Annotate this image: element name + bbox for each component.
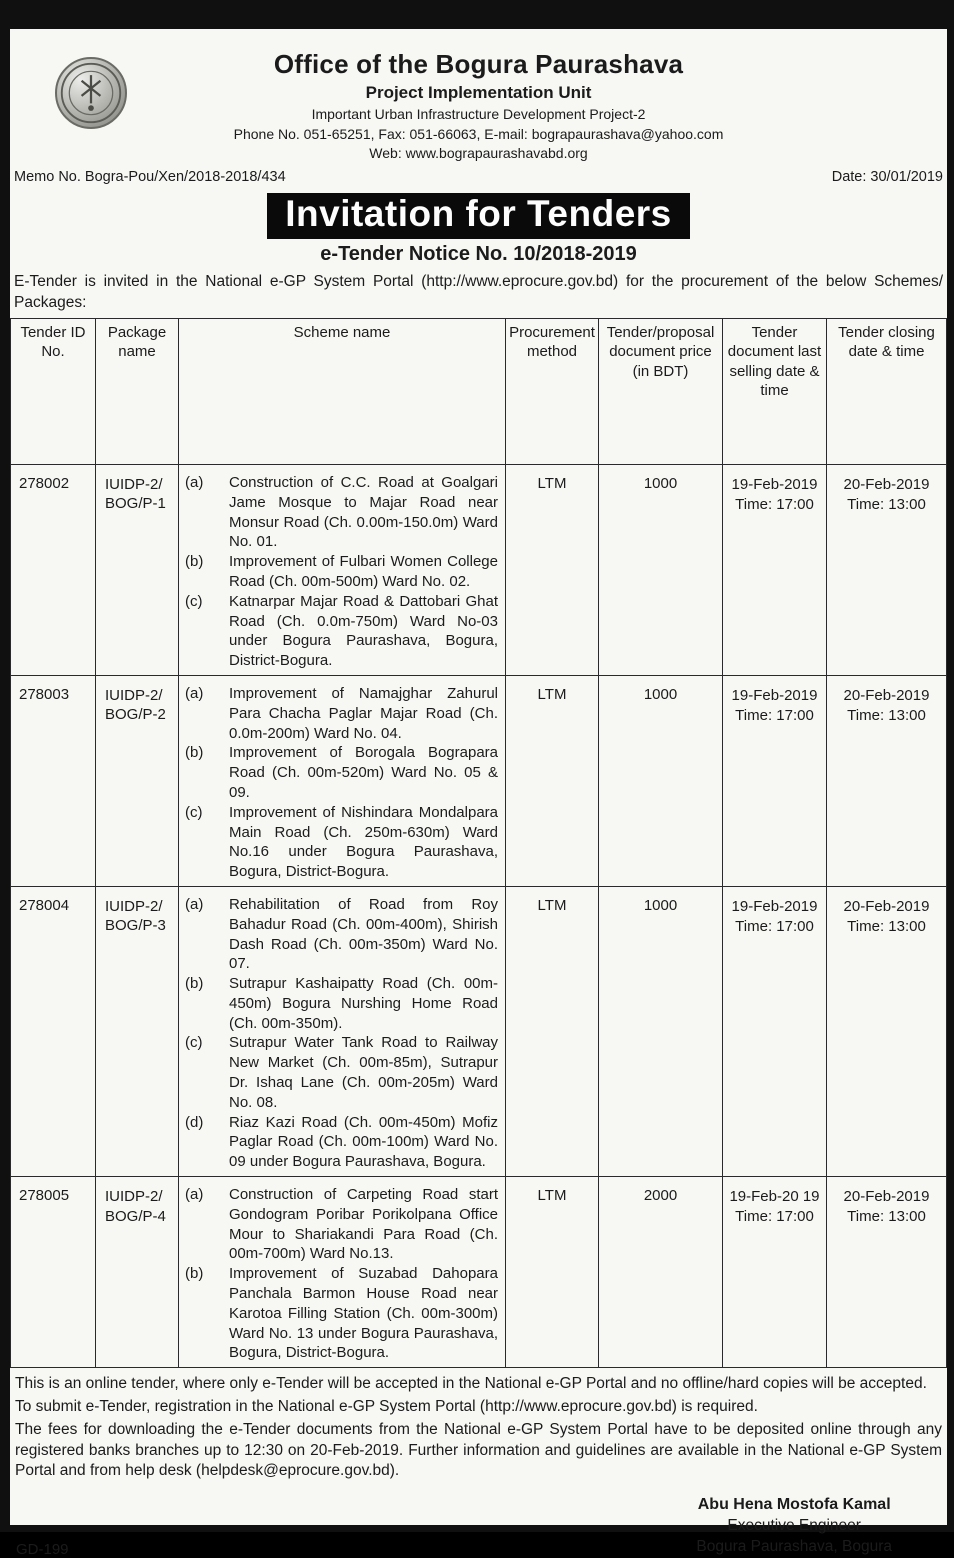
col-header-package: Package name <box>96 319 179 465</box>
notice-number: e-Tender Notice No. 10/2018-2019 <box>320 243 637 266</box>
scheme-item-text: Improvement of Fulbari Women College Road (Ch. 00m-500m) Ward No. 02. <box>229 553 498 590</box>
col-header-selling: Tender document last selling date & time <box>723 319 827 465</box>
scheme-item-label: (a) <box>185 1186 204 1204</box>
package-line: BOG/P-1 <box>105 495 166 513</box>
package-cell <box>96 464 179 675</box>
package-cell <box>96 1177 179 1368</box>
package-line: IUIDP-2/ <box>105 475 163 493</box>
selling-time: Time: 17:00 <box>735 918 814 936</box>
paurashava-seal-logo <box>55 57 127 129</box>
scheme-cell <box>179 675 506 886</box>
office-title: Office of the Bogura Paurashava <box>273 49 684 79</box>
price-cell: 1000 <box>599 464 723 675</box>
scheme-item <box>185 1113 498 1172</box>
scheme-cell <box>179 1177 506 1368</box>
selling-time: Time: 17:00 <box>735 707 814 725</box>
selling-cell <box>723 464 827 675</box>
scheme-item <box>185 592 498 671</box>
selling-date: 19-Feb-2019 <box>731 686 818 704</box>
closing-cell <box>827 1177 947 1368</box>
selling-cell <box>723 1177 827 1368</box>
price-cell: 2000 <box>599 1177 723 1368</box>
method-cell: LTM <box>506 886 599 1176</box>
col-header-price: Tender/proposal document price (in BDT) <box>599 319 723 465</box>
closing-cell <box>827 464 947 675</box>
col-header-scheme: Scheme name <box>179 319 506 465</box>
package-line: BOG/P-2 <box>105 706 166 724</box>
signatory-title: Executive Engineer <box>727 1516 861 1534</box>
scheme-item-label: (b) <box>185 975 204 993</box>
document-header <box>10 49 947 162</box>
closing-date: 20-Feb-2019 <box>843 475 930 493</box>
web-line: Web: www.bograpaurashavabd.org <box>369 144 588 161</box>
table-row <box>11 675 947 886</box>
scheme-item-label: (c) <box>185 592 203 610</box>
scheme-item-text: Construction of Carpeting Road start Gondogram Poribar Porikolpana Office Mour to Shariakandi Para Road (Ch. 00m-700m) Ward No.13. <box>229 1186 498 1263</box>
package-cell <box>96 675 179 886</box>
package-line: IUIDP-2/ <box>105 686 163 704</box>
scheme-item-text: Improvement of Borogala Bograpara Road (Ch. 00m-520m) Ward No. 05 & 09. <box>229 744 498 801</box>
memo-row <box>10 169 947 185</box>
invitation-banner: Invitation for Tenders <box>267 193 690 240</box>
tender-table <box>10 318 947 1368</box>
note-fees: The fees for downloading the e-Tender documents from the National e-GP System Portal have to be deposited online through any registered banks branches up to 12:30 on 20-Feb-2019. Further information and guidelines are available in the National e-GP System Portal and from help desk (helpdesk@eprocure.gov.bd). <box>15 1420 942 1480</box>
tender-id-cell: 278003 <box>11 675 96 886</box>
closing-date: 20-Feb-2019 <box>843 686 930 704</box>
tender-id-cell: 278004 <box>11 886 96 1176</box>
scheme-item <box>185 1264 498 1363</box>
document-date: Date: 30/01/2019 <box>831 168 943 185</box>
banner-wrap <box>10 193 947 240</box>
scheme-cell <box>179 464 506 675</box>
table-header <box>11 319 947 465</box>
scheme-item-text: Rehabilitation of Road from Roy Bahadur Road (Ch. 00m-400m), Shirish Dash Road (Ch. 00m-350m) Ward No. 07. <box>229 895 498 973</box>
scheme-item <box>185 974 498 1033</box>
table-row <box>11 1177 947 1368</box>
col-header-tender-id: Tender ID No. <box>11 319 96 465</box>
contact-line: Phone No. 051-65251, Fax: 051-66063, E-mail: bograpaurashava@yahoo.com <box>233 125 724 142</box>
selling-date: 19-Feb-2019 <box>731 475 818 493</box>
package-line: IUIDP-2/ <box>105 1188 163 1206</box>
scheme-item-label: (b) <box>185 1265 204 1283</box>
closing-date: 20-Feb-2019 <box>843 1188 930 1206</box>
intro-paragraph: E-Tender is invited in the National e-GP System Portal (http://www.eprocure.gov.bd) for the procurement of the below Schemes/ Packages: <box>14 273 943 312</box>
scheme-item <box>185 803 498 882</box>
closing-cell <box>827 675 947 886</box>
col-header-closing: Tender closing date & time <box>827 319 947 465</box>
signatory-name: Abu Hena Mostofa Kamal <box>697 1496 891 1514</box>
method-cell: LTM <box>506 1177 599 1368</box>
unit-name: Project Implementation Unit <box>365 82 592 102</box>
selling-date: 19-Feb-2019 <box>731 897 818 915</box>
scheme-item-label: (a) <box>185 473 204 491</box>
scheme-item-label: (c) <box>185 803 203 821</box>
col-header-method: Procurement method <box>506 319 599 465</box>
package-line: BOG/P-3 <box>105 917 166 935</box>
package-line: IUIDP-2/ <box>105 897 163 915</box>
scheme-cell <box>179 886 506 1176</box>
note-registration: To submit e-Tender, registration in the National e-GP System Portal (http://www.eprocure.gov.bd) is required. <box>15 1398 758 1415</box>
scheme-item-label: (b) <box>185 744 204 762</box>
footer-notes <box>10 1368 947 1482</box>
price-cell: 1000 <box>599 886 723 1176</box>
scheme-item <box>185 552 498 592</box>
scheme-item-text: Sutrapur Water Tank Road to Railway New Market (Ch. 00m-85m), Sutrapur Dr. Ishaq Lane (Ch. 00m-205m) Ward No. 08. <box>229 1034 498 1111</box>
selling-cell <box>723 886 827 1176</box>
closing-cell <box>827 886 947 1176</box>
scheme-item-label: (c) <box>185 1034 203 1052</box>
closing-time: Time: 13:00 <box>847 918 926 936</box>
scheme-item-text: Improvement of Namajghar Zahurul Para Chacha Paglar Majar Road (Ch. 0.0m-200m) Ward No. 04. <box>229 684 498 742</box>
scheme-item <box>185 743 498 802</box>
scheme-item-text: Katnarpar Majar Road & Dattobari Ghat Road (Ch. 0.0m-750m) Ward No-03 under Bogura Paurashava, Bogura, District-Bogura. <box>229 592 498 670</box>
seal-emblem-icon <box>58 60 124 126</box>
tender-id-cell: 278005 <box>11 1177 96 1368</box>
scheme-item <box>185 684 498 743</box>
gd-number: GD-199 <box>16 1540 69 1558</box>
scheme-item-label: (b) <box>185 553 204 571</box>
scheme-item <box>185 473 498 552</box>
scheme-item <box>185 1185 498 1264</box>
scheme-item-label: (d) <box>185 1113 204 1131</box>
closing-date: 20-Feb-2019 <box>843 897 930 915</box>
scheme-item-label: (a) <box>185 895 204 913</box>
selling-time: Time: 17:00 <box>735 1208 814 1226</box>
scheme-item <box>185 895 498 974</box>
closing-time: Time: 13:00 <box>847 496 926 514</box>
tender-notice-page <box>10 29 947 1558</box>
scheme-item-text: Sutrapur Kashaipatty Road (Ch. 00m-450m) Bogura Nurshing Home Road (Ch. 00m-350m). <box>229 975 498 1032</box>
scheme-item-text: Construction of C.C. Road at Goalgari Jame Mosque to Majar Road near Monsur Road (Ch. 0.00m-150.0m) Ward No. 01. <box>229 473 498 551</box>
scheme-item-text: Riaz Kazi Road (Ch. 00m-450m) Mofiz Paglar Road (Ch. 00m-100m) Ward No. 09 under Bogura Paurashava, Bogura. <box>229 1113 498 1171</box>
closing-time: Time: 13:00 <box>847 1208 926 1226</box>
note-online-tender: This is an online tender, where only e-Tender will be accepted in the National e-GP Portal and no offline/hard copies will be accepted. <box>15 1375 927 1393</box>
table-row <box>11 886 947 1176</box>
tender-id-cell: 278002 <box>11 464 96 675</box>
bottom-row <box>10 1482 947 1557</box>
scheme-item <box>185 1033 498 1112</box>
method-cell: LTM <box>506 464 599 675</box>
price-cell: 1000 <box>599 675 723 886</box>
package-line: BOG/P-4 <box>105 1207 166 1225</box>
signatory-org: Bogura Paurashava, Bogura <box>696 1537 892 1555</box>
selling-cell <box>723 675 827 886</box>
memo-number: Memo No. Bogra-Pou/Xen/2018-2018/434 <box>14 168 286 185</box>
selling-time: Time: 17:00 <box>735 496 814 514</box>
signature-block <box>696 1494 892 1557</box>
closing-time: Time: 13:00 <box>847 707 926 725</box>
scheme-item-text: Improvement of Suzabad Dahopara Panchala Barmon House Road near Karotoa Filling Station (Ch. 00m-300m) Ward No. 13 under Bogura Paurashava, Bogura, District-Bogura. <box>229 1265 498 1362</box>
project-name: Important Urban Infrastructure Development Project-2 <box>311 106 646 123</box>
scheme-item-text: Improvement of Nishindara Mondalpara Main Road (Ch. 250m-630m) Ward No.16 under Bogura Paurashava, Bogura, District-Bogura. <box>229 803 498 881</box>
scheme-item-label: (a) <box>185 684 204 702</box>
table-row <box>11 464 947 675</box>
method-cell: LTM <box>506 675 599 886</box>
selling-date: 19-Feb-20 19 <box>729 1188 820 1206</box>
package-cell <box>96 886 179 1176</box>
